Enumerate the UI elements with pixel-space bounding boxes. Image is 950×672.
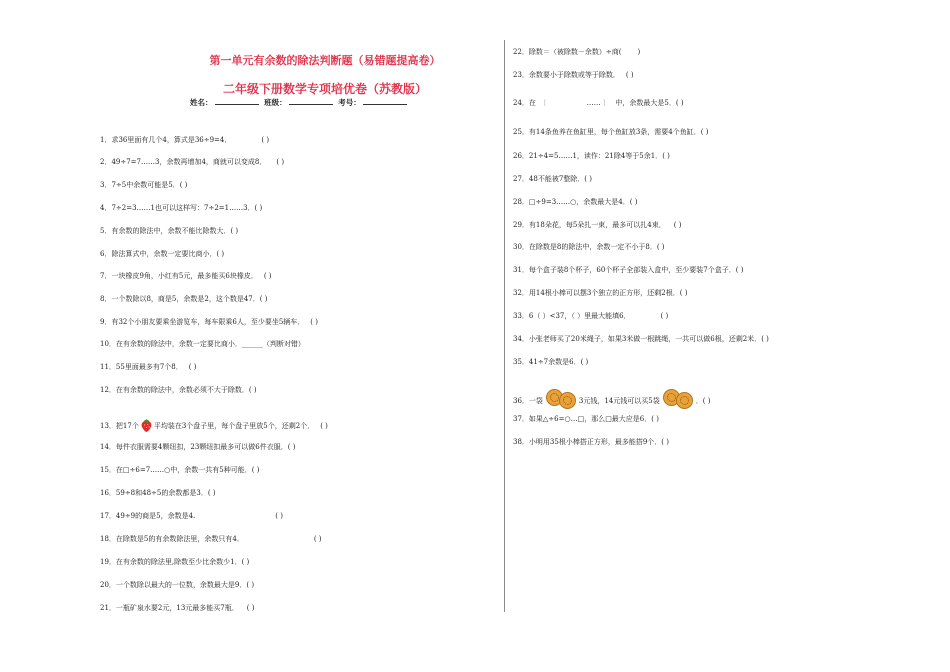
question-7: 7．一块橡皮9角，小红有5元，最多能买6块橡皮． ( ) [100,272,272,280]
answer-blank[interactable]: ( ) [276,158,285,166]
question-36: 36．一袋 3元钱，14元钱可以买5袋 ．( ) [513,389,710,409]
strawberry-icon [140,418,153,432]
answer-blank[interactable]: ( ) [259,295,268,303]
answer-blank[interactable]: ( ) [246,604,255,612]
question-10: 10．在有余数的除法中，余数一定要比商小．______（判断对错） [100,340,305,348]
id-field[interactable] [363,104,407,105]
answer-blank[interactable]: ( ) [702,397,711,405]
answer-blank[interactable]: ( ) [241,558,250,566]
page-title: 第一单元有余数的除法判断题（易错题提高卷） [209,54,441,67]
class-label: 班级： [264,98,287,107]
question-20: 20．一个数除以最大的一位数，余数最大是9．( ) [100,581,255,589]
answer-blank[interactable]: ( ) [580,358,589,366]
answer-blank[interactable]: ( ) [320,422,328,430]
answer-blank[interactable]: ( ) [625,71,634,79]
answer-blank[interactable]: ( ) [230,227,239,235]
answer-blank[interactable]: ( ) [661,438,669,446]
question-2: 2．49÷7=7……3，余数再增加4，商就可以变成8． ( ) [100,158,285,166]
question-25: 25．有14条鱼养在鱼缸里，每个鱼缸放3条，需要4个鱼缸．( ) [513,128,709,136]
biscuit-icon [545,389,577,409]
answer-blank[interactable]: ( ) [761,335,769,343]
answer-blank[interactable]: ( ) [675,99,684,107]
answer-blank[interactable]: ( ) [700,128,709,136]
column-divider [504,40,505,612]
question-13: 13．把17个 平均装在3个盘子里，每个盘子里放5个，还剩2个． ( ) [100,418,328,432]
answer-blank[interactable]: ( ) [275,512,283,520]
question-19: 19．在有余数的除法里,除数至少比余数少1．( ) [100,558,250,566]
question-23: 23．余数要小于除数或等于除数． ( ) [513,71,634,79]
question-15: 15．在□÷6=7……○中，余数一共有5种可能．( ) [100,466,260,474]
question-5: 5．有余数的除法中，余数不能比除数大．( ) [100,227,239,235]
page-subtitle: 二年级下册数学专项培优卷（苏教版） [222,82,427,96]
answer-blank[interactable]: ( ) [251,466,260,474]
class-field[interactable] [289,104,333,105]
question-30: 30．在除数是8的除法中，余数一定不小于8．( ) [513,243,665,251]
question-22: 22．除数＝（被除数－余数）÷商( ) [513,48,641,56]
question-21: 21．一瓶矿泉水要2元，13元最多能买7瓶． ( ) [100,604,255,612]
biscuit-icon [662,389,694,409]
answer-blank[interactable]: ( ) [248,386,257,394]
answer-blank[interactable]: ( ) [188,363,197,371]
id-label: 考号： [338,98,361,107]
answer-blank[interactable]: ( ) [584,175,592,183]
question-37: 37．如果△÷6=○…□，那么□最大应是6．( ) [513,415,659,423]
faded-bracket-icon: ⌈ [543,99,547,107]
answer-blank[interactable]: ( ) [673,221,682,229]
question-6: 6．除法算式中，余数一定要比商小．( ) [100,250,225,258]
answer-blank[interactable]: ( ) [662,152,670,160]
question-24: 24．在 ⌈ …… ⌉ 中，余数最大是5．( ) [513,99,684,107]
question-31: 31．每个盒子装8个杯子，60个杯子全部装入盒中，至少要装7个盒子．( ) [513,266,744,274]
answer-blank[interactable]: ( ) [656,243,665,251]
answer-blank[interactable]: ( ) [179,181,188,189]
answer-blank[interactable]: ( ) [629,198,638,206]
answer-blank[interactable]: ( ) [660,312,669,320]
question-17: 17．49÷9的商是5，余数是4. ( ) [100,512,283,520]
answer-blank[interactable]: ( ) [679,289,688,297]
answer-blank[interactable]: ( ) [735,266,744,274]
question-3: 3．7÷5中余数可能是5．( ) [100,181,188,189]
answer-blank[interactable]: ( ) [313,535,322,543]
question-27: 27．48不能被7整除．( ) [513,175,592,183]
question-26: 26．21÷4=5……1，读作：21除4等于5余1．( ) [513,152,670,160]
question-8: 8．一个数除以8，商是5，余数是2，这个数是47．( ) [100,295,268,303]
question-29: 29．有18朵花，每5朵扎一束，最多可以扎4束． ( ) [513,221,682,229]
answer-blank[interactable]: ( ) [207,489,216,497]
student-info-line [190,97,410,108]
question-1: 1．求36里面有几个4，算式是36÷9=4． ( ) [100,136,270,144]
question-34: 34．小张老师买了20米绳子，如果3米做一根跳绳，一共可以做6根，还剩2米．( ) [513,335,769,343]
question-33: 33．6（ ）<37，（ ）里最大能填6． ( ) [513,312,669,320]
question-28: 28．□÷9=3……○，余数最大是4．( ) [513,198,638,206]
question-14: 14．每件衣服需要4颗纽扣，23颗纽扣最多可以做6件衣服．( ) [100,443,296,451]
answer-blank[interactable]: ( ) [651,415,659,423]
name-label: 姓名： [190,98,213,107]
question-16: 16．59÷8和48÷5的余数都是3．( ) [100,489,216,497]
answer-blank[interactable]: ( ) [263,272,272,280]
name-field[interactable] [215,104,259,105]
answer-blank[interactable]: ( ) [246,581,255,589]
question-11: 11．55里面最多有7个8． ( ) [100,363,197,371]
question-9: 9．有32个小朋友要乘坐游览车，每车限乘6人，至少要坐5辆车． ( ) [100,318,318,326]
answer-blank[interactable]: ( ) [287,443,296,451]
answer-blank[interactable]: ( ) [254,204,263,212]
answer-blank[interactable]: ( ) [261,136,270,144]
question-4: 4．7÷2=3……1也可以这样写：7÷2=1……3．( ) [100,204,263,212]
answer-blank[interactable]: ( ) [310,318,318,326]
question-32: 32．用14根小棒可以摆3个独立的正方形，还剩2根．( ) [513,289,688,297]
question-12: 12．在有余数的除法中，余数必须不大于除数．( ) [100,386,257,394]
question-35: 35．41÷7余数是6．( ) [513,358,589,366]
answer-blank[interactable]: ( ) [216,250,225,258]
question-38: 38．小明用35根小棒搭正方形，最多能搭9个．( ) [513,438,669,446]
question-18: 18．在除数是5的有余数除法里，余数只有4． ( ) [100,535,322,543]
